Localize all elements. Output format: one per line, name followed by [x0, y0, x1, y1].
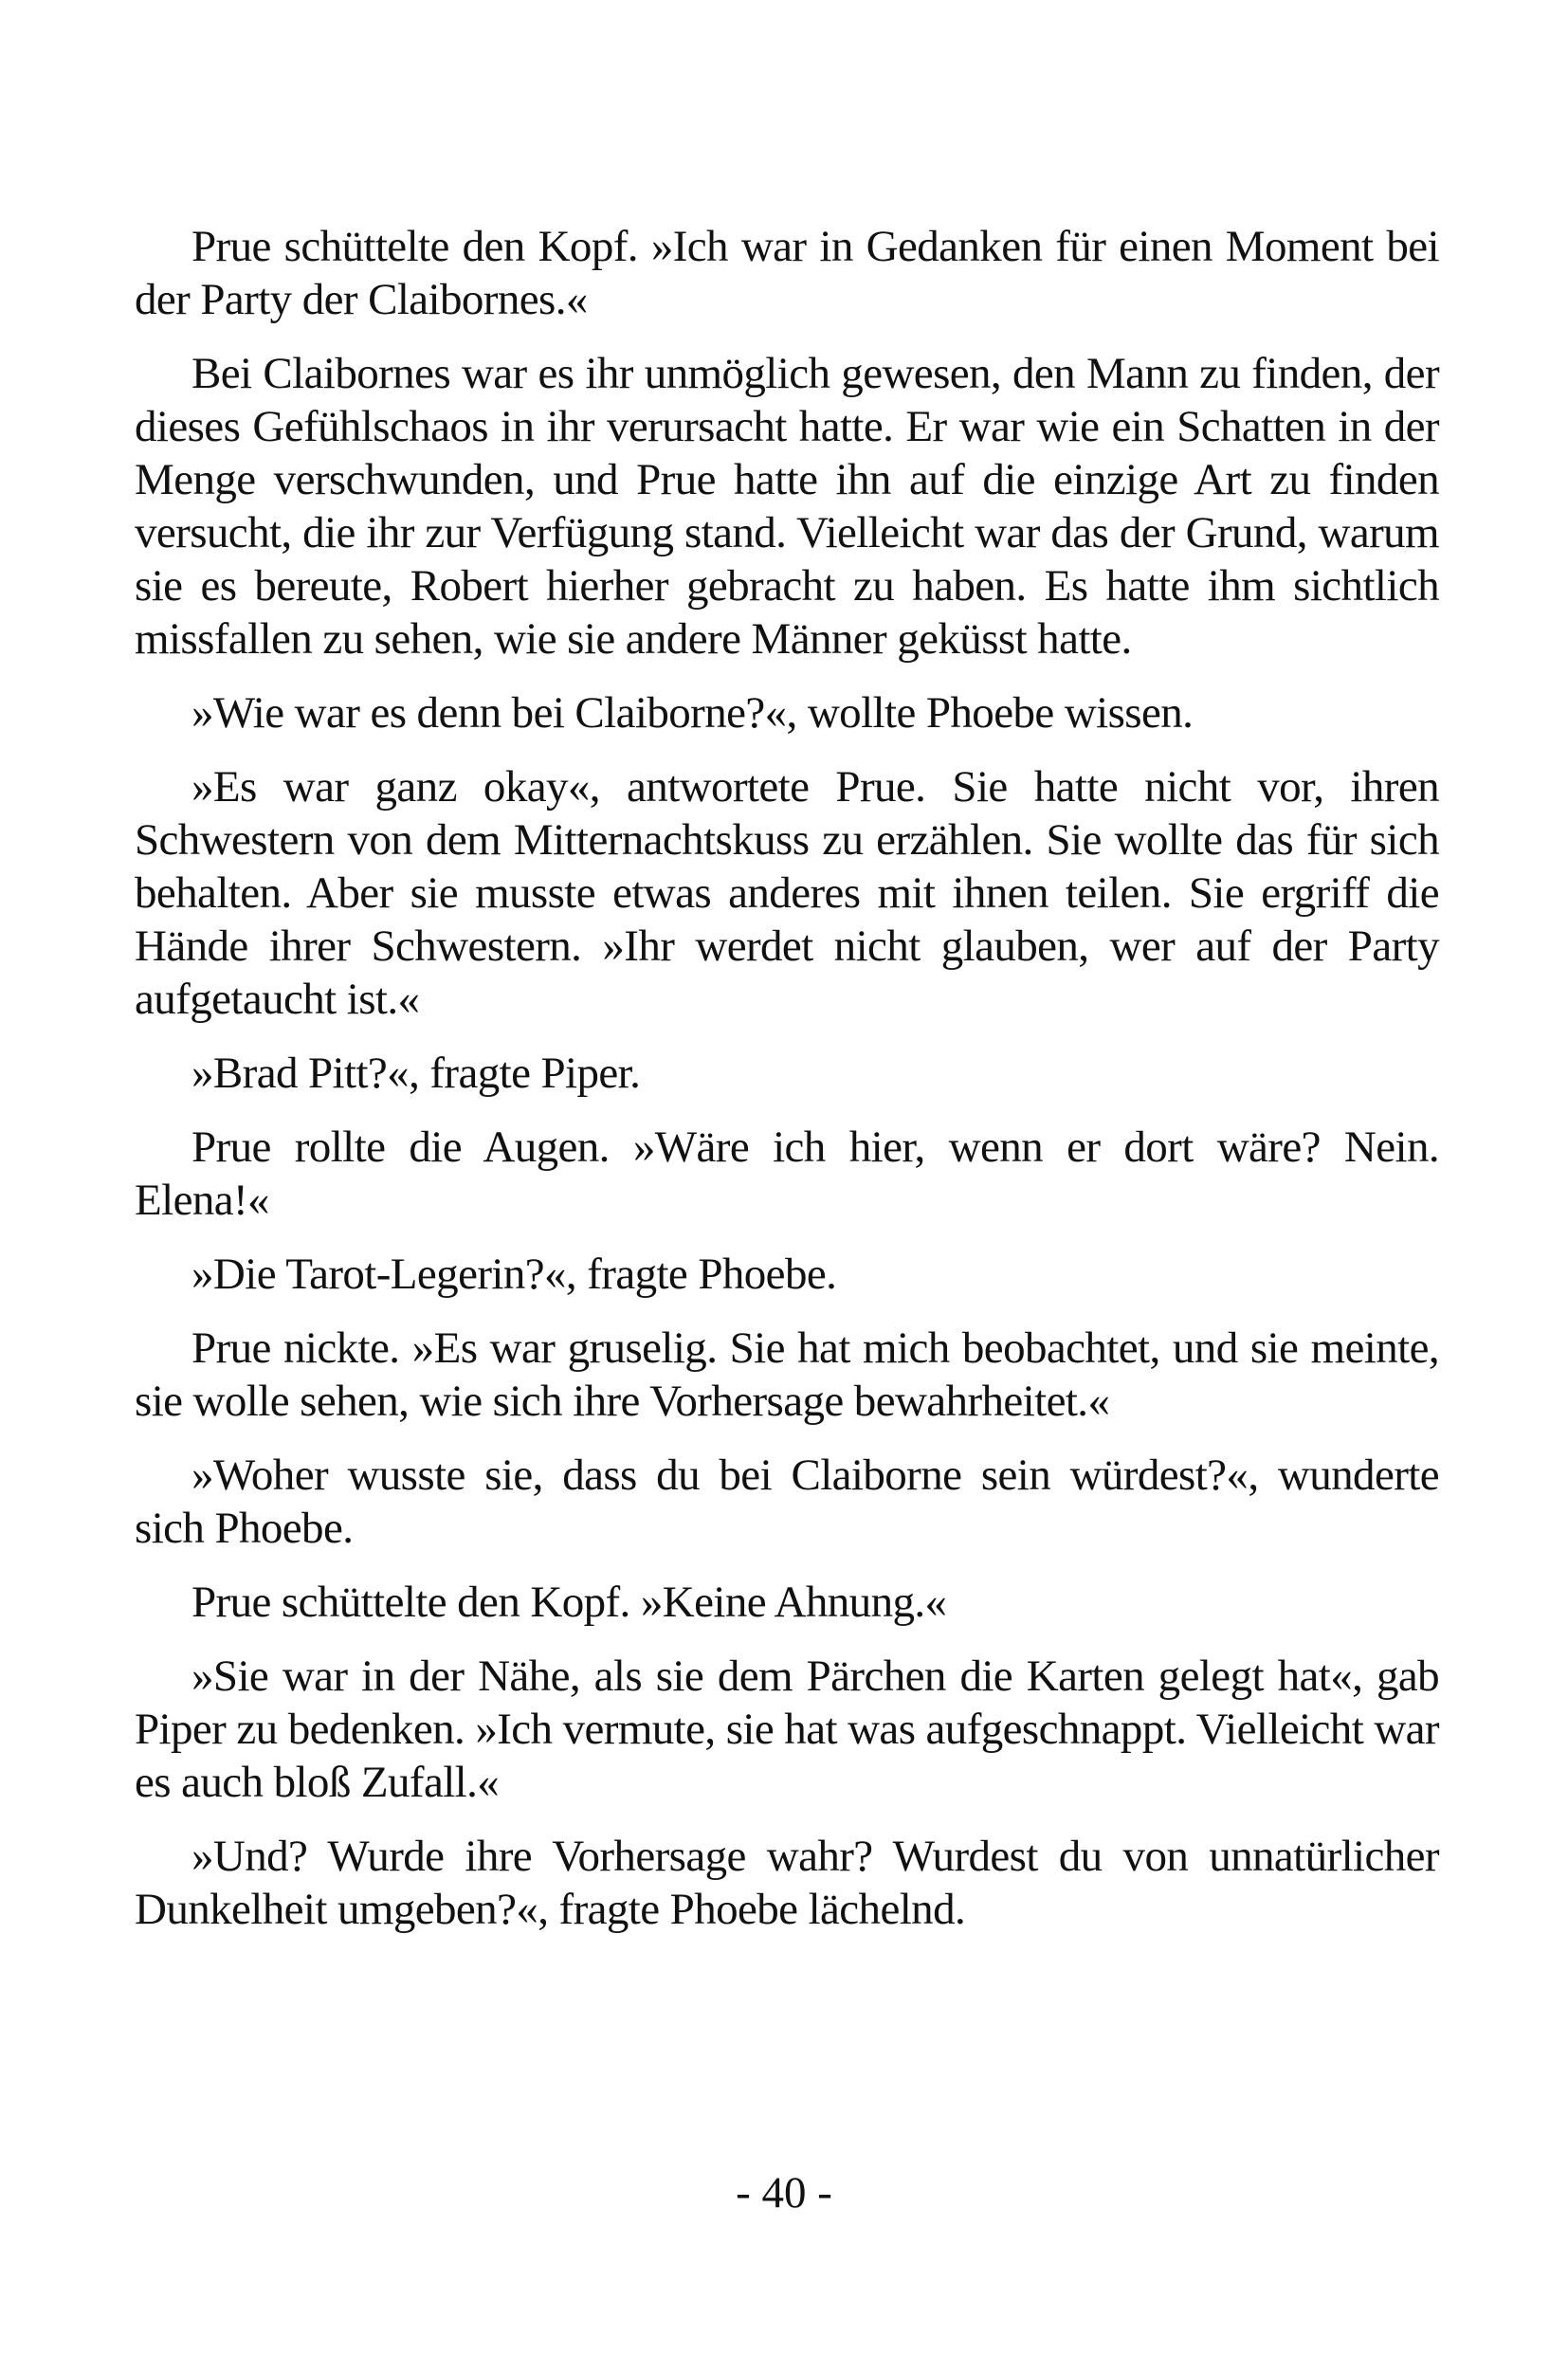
paragraph-11: »Sie war in der Nähe, als sie dem Pärchen die Karten gelegt hat«, gab Piper zu bedenken. »Ich vermute, sie hat was aufgeschnappt. Vielleicht war es auch bloß Zufall.« — [135, 1651, 1439, 1807]
page-number: - 40 - — [736, 2168, 832, 2217]
paragraph-5: »Brad Pitt?«, fragte Piper. — [191, 1049, 641, 1098]
book-page-body — [135, 220, 1439, 2287]
paragraph-6: Prue rollte die Augen. »Wäre ich hier, wenn er dort wäre? Nein. Elena!« — [135, 1122, 1439, 1225]
paragraph-10: Prue schüttelte den Kopf. »Keine Ahnung.« — [191, 1578, 947, 1627]
paragraph-7: »Die Tarot-Legerin?«, fragte Phoebe. — [191, 1250, 837, 1299]
paragraph-9: »Woher wusste sie, dass du bei Claiborne sein würdest?«, wunderte sich Phoebe. — [135, 1451, 1439, 1553]
paragraph-1: Prue schüttelte den Kopf. »Ich war in Gedanken für einen Moment bei der Party der Claibornes.« — [135, 222, 1439, 324]
paragraph-3: »Wie war es denn bei Claiborne?«, wollte Phoebe wissen. — [191, 688, 1194, 738]
paragraph-12: »Und? Wurde ihre Vorhersage wahr? Wurdest du von unnatürlicher Dunkelheit umgeben?«, fragte Phoebe lächelnd. — [135, 1832, 1439, 1934]
paragraph-4: »Es war ganz okay«, antwortete Prue. Sie hatte nicht vor, ihren Schwestern von dem Mitternachtskuss zu erzählen. Sie wollte das für sich behalten. Aber sie musste etwas anderes mit ihnen teilen. Sie ergriff die Hände ihrer Schwestern. »Ihr werdet nicht glauben, wer auf der Party aufgetaucht ist.« — [135, 762, 1439, 1024]
paragraph-2: Bei Claibornes war es ihr unmöglich gewesen, den Mann zu finden, der dieses Gefühlschaos in ihr verursacht hatte. Er war wie ein Schatten in der Menge verschwunden, und Prue hatte ihn auf die einzige Art zu finden versucht, die ihr zur Verfügung stand. Vielleicht war das der Grund, warum sie es bereute, Robert hierher gebracht zu haben. Es hatte ihm sichtlich missfallen zu sehen, wie sie andere Männer geküsst hatte. — [135, 349, 1439, 664]
paragraph-8: Prue nickte. »Es war gruselig. Sie hat mich beobachtet, und sie meinte, sie wolle sehen, wie sich ihre Vorhersage bewahrheitet.« — [135, 1323, 1439, 1426]
